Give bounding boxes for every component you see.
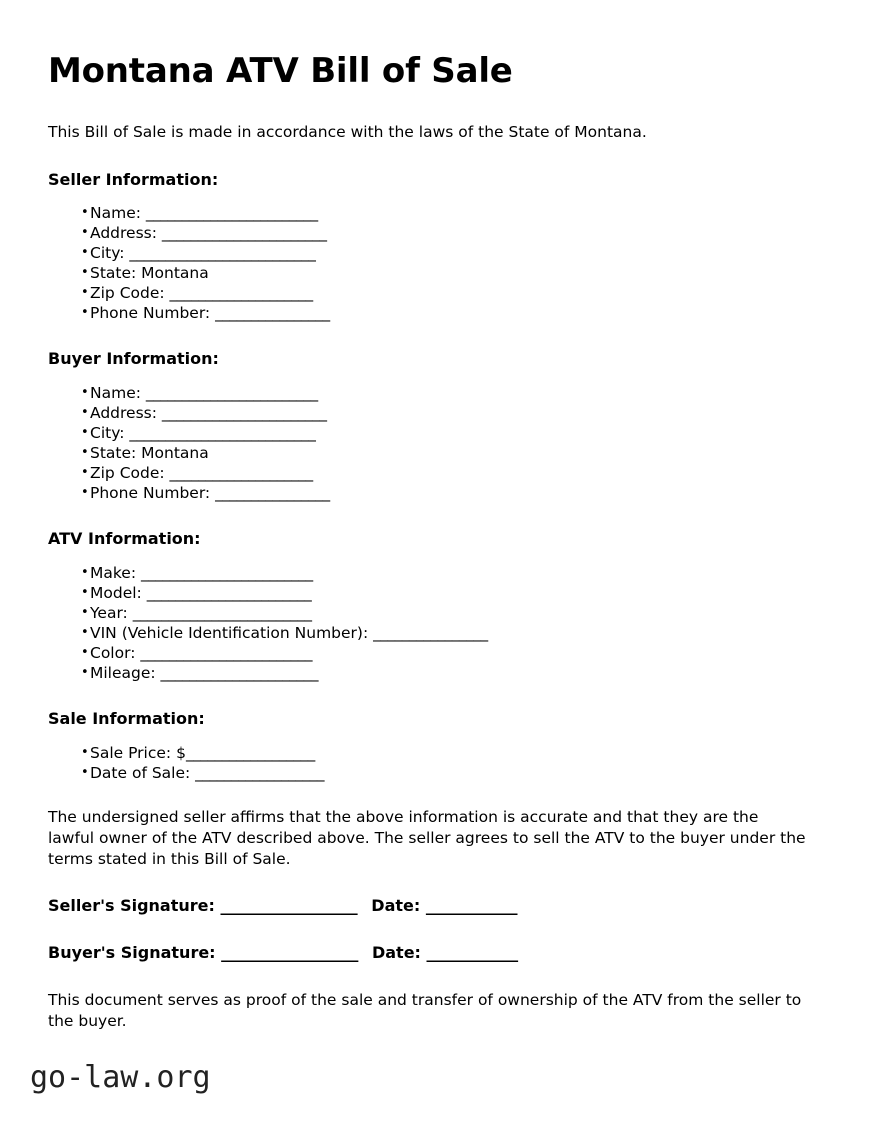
list-item — [48, 603, 808, 623]
field-blank[interactable]: __________________ — [195, 763, 324, 782]
page-title: Montana ATV Bill of Sale — [48, 51, 513, 91]
sale-information-heading: Sale Information: — [48, 708, 205, 728]
list-item — [48, 283, 808, 303]
field-label: City: — [90, 424, 130, 443]
document-content — [48, 52, 808, 1032]
field-label: Sale Price: $ — [90, 743, 186, 762]
field-label: Name: — [90, 204, 146, 223]
field-label: Mileage: — [90, 663, 161, 682]
buyer-date-label: Date: — [371, 942, 427, 962]
seller-date-label: Date: — [371, 895, 426, 915]
buyer-signature-label: Buyer's Signature: — [48, 942, 222, 962]
field-blank[interactable]: ____________________ — [169, 464, 313, 483]
list-item — [48, 303, 808, 323]
seller-field-list — [48, 203, 808, 323]
field-label: Address: — [90, 404, 162, 423]
field-label: Zip Code: — [90, 464, 170, 483]
field-label: Model: — [90, 583, 147, 602]
list-item — [48, 383, 808, 403]
field-label: Make: — [90, 563, 141, 582]
field-label: Phone Number: — [90, 484, 216, 503]
list-item — [48, 463, 808, 483]
field-label: State: Montana — [90, 264, 209, 283]
field-blank[interactable]: ________________ — [215, 484, 330, 503]
field-blank[interactable]: __________________________ — [129, 424, 316, 443]
list-item — [48, 223, 808, 243]
atv-field-list — [48, 563, 808, 683]
field-label: Year: — [90, 603, 133, 622]
buyer-signature-line — [48, 943, 808, 964]
atv-information-heading: ATV Information: — [48, 529, 201, 549]
field-blank[interactable]: ________________ — [215, 304, 330, 323]
field-blank[interactable]: _______________________ — [146, 583, 312, 602]
seller-signature-blank[interactable]: __________________ — [220, 895, 358, 915]
field-label: City: — [90, 244, 130, 263]
field-label: Zip Code: — [90, 284, 170, 303]
field-label: Address: — [90, 224, 162, 243]
buyer-field-list — [48, 383, 808, 503]
list-item — [48, 483, 808, 503]
field-blank[interactable]: _______________________ — [161, 404, 327, 423]
field-blank[interactable]: ________________ — [373, 623, 488, 642]
field-blank[interactable]: ____________________ — [169, 284, 313, 303]
list-item — [48, 743, 808, 763]
field-label: Color: — [90, 643, 141, 662]
field-blank[interactable]: __________________________ — [129, 244, 316, 263]
list-item — [48, 663, 808, 683]
list-item — [48, 243, 808, 263]
buyer-signature-blank[interactable]: __________________ — [221, 942, 358, 962]
field-blank[interactable]: ______________________ — [160, 663, 318, 682]
field-blank[interactable]: ________________________ — [145, 204, 318, 223]
field-label: State: Montana — [90, 444, 209, 463]
field-label: Date of Sale: — [90, 763, 196, 782]
buyer-date-blank[interactable]: ____________ — [426, 942, 518, 962]
field-blank[interactable]: ________________________ — [140, 563, 313, 582]
list-item — [48, 583, 808, 603]
seller-signature-line — [48, 896, 808, 917]
list-item — [48, 203, 808, 223]
site-watermark: go-law.org — [30, 1060, 211, 1095]
field-blank[interactable]: _______________________ — [161, 224, 327, 243]
field-label: VIN (Vehicle Identification Number): — [90, 623, 374, 642]
list-item — [48, 763, 808, 783]
list-item — [48, 263, 808, 283]
seller-signature-label: Seller's Signature: — [48, 895, 221, 915]
field-blank[interactable]: ________________________ — [145, 384, 318, 403]
closing-paragraph: This document serves as proof of the sale and transfer of ownership of the ATV from the seller to the buyer. — [48, 991, 802, 1031]
seller-date-blank[interactable]: ____________ — [425, 895, 518, 915]
sale-field-list — [48, 743, 808, 783]
list-item — [48, 563, 808, 583]
list-item — [48, 643, 808, 663]
list-item — [48, 443, 808, 463]
seller-information-heading: Seller Information: — [48, 169, 219, 189]
list-item — [48, 403, 808, 423]
intro-paragraph: This Bill of Sale is made in accordance with the laws of the State of Montana. — [48, 123, 647, 142]
field-label: Phone Number: — [90, 304, 216, 323]
list-item — [48, 423, 808, 443]
affirmation-paragraph: The undersigned seller affirms that the above information is accurate and that they are the lawful owner of the ATV described above. The seller agrees to sell the ATV to the buyer under the terms stated in this Bill of Sale. — [48, 807, 806, 868]
field-blank[interactable]: __________________ — [185, 743, 315, 762]
field-label: Name: — [90, 384, 146, 403]
list-item — [48, 623, 808, 643]
field-blank[interactable]: _________________________ — [132, 603, 312, 622]
buyer-information-heading: Buyer Information: — [48, 349, 219, 369]
field-blank[interactable]: ________________________ — [140, 643, 312, 662]
